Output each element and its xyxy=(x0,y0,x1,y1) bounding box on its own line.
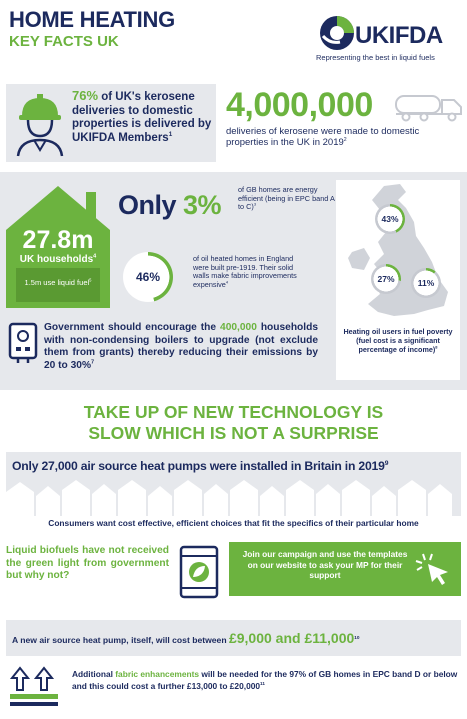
fuel-drum-icon xyxy=(177,544,221,600)
fuel-poverty-ref: 8 xyxy=(435,344,438,350)
epc-percent: 3% xyxy=(183,190,222,220)
page-title: HOME HEATING xyxy=(9,7,175,32)
households-label-text: UK households xyxy=(19,254,94,265)
poverty-circle-england: 11% xyxy=(411,268,441,298)
tanker-truck-icon xyxy=(394,92,464,122)
fabric-text-a: Additional xyxy=(72,669,116,679)
pre1919-caption xyxy=(193,255,311,290)
fabric-ref: 11 xyxy=(260,681,265,687)
logo-text: UKIFDA xyxy=(355,22,443,49)
households-number: 27.8m xyxy=(22,226,94,254)
households-ref: 4 xyxy=(93,253,97,260)
epc-headline xyxy=(118,190,221,221)
kerosene-share-text xyxy=(72,89,212,145)
government-ref: 7 xyxy=(91,359,95,366)
fabric-text xyxy=(72,668,462,692)
households-liquid-fuel xyxy=(18,278,98,287)
cursor-click-icon xyxy=(414,550,454,590)
poverty-circle-scotland: 43% xyxy=(375,204,405,234)
takeup-line2: SLOW WHICH IS NOT A SURPRISE xyxy=(88,423,379,443)
government-text-a: Government should encourage the xyxy=(44,322,221,333)
deliveries-caption-text: deliveries of kerosene were made to domestic properties in the UK in 2019 xyxy=(226,126,420,148)
heat-pump-text xyxy=(12,459,388,473)
heat-pump-ref: 9 xyxy=(384,459,389,467)
uk-map-icon xyxy=(344,182,454,324)
biofuels-text: Liquid biofuels have not received the green light from government but why not? xyxy=(6,545,169,582)
households-label xyxy=(10,254,106,265)
households-sub-ref: 5 xyxy=(89,277,92,283)
deliveries-caption xyxy=(226,126,458,148)
logo-tagline: Representing the best in liquid fuels xyxy=(316,53,435,62)
poverty-circle-wales: 27% xyxy=(371,264,401,294)
kerosene-share-percent: 76% xyxy=(72,88,99,103)
fuel-poverty-caption-text: Heating oil users in fuel poverty (fuel cost is a significant percentage of income) xyxy=(343,327,453,354)
pre1919-caption-text: of oil heated homes in England were built pre-1919. Their solid walls make fabric improvements expensive xyxy=(193,254,297,290)
government-text xyxy=(44,322,318,372)
campaign-text[interactable]: Join our campaign and use the templates on our website to ask your MP for their support xyxy=(242,549,408,580)
deliveries-number: 4,000,000 xyxy=(226,86,373,124)
epc-caption xyxy=(238,186,338,212)
page-subtitle: KEY FACTS UK xyxy=(9,33,119,50)
cost-text xyxy=(12,630,360,646)
pre1919-ref: 4 xyxy=(225,279,229,285)
kerosene-share-body: of UK's kerosene deliveries to domestic properties is delivered by UKIFDA Members xyxy=(72,91,212,144)
consumers-text: Consumers want cost effective, efficient choices that fit the specifics of their particular home xyxy=(48,518,419,528)
households-sub-text: 1.5m use liquid fuel xyxy=(24,278,90,287)
cost-text-body: A new air source heat pump, itself, will cost between xyxy=(12,635,229,645)
fabric-text-b: will be needed for the 97% of GB homes in EPC band D or below and this could cost a further £13,000 to £20,000 xyxy=(72,669,458,691)
houses-row-icon xyxy=(6,478,461,516)
worker-icon xyxy=(14,90,66,158)
takeup-heading xyxy=(0,402,467,444)
government-text-b: households with non-condensing boilers to upgrade (not exclude them from grants) thereby reducing their emissions by 20 to 30% xyxy=(44,322,318,371)
epc-ref: 3 xyxy=(253,201,257,207)
epc-lead: Only xyxy=(118,190,177,220)
ukifda-logo-icon xyxy=(318,14,356,52)
boiler-icon xyxy=(8,322,38,364)
epc-caption-text: of GB homes are energy efficient (being in EPC band A to C) xyxy=(238,185,335,212)
government-highlight: 400,000 xyxy=(220,322,257,333)
cost-ref: 10 xyxy=(354,636,360,642)
fuel-poverty-caption xyxy=(338,328,458,354)
cost-amount: £9,000 and £11,000 xyxy=(228,630,355,646)
pre1919-circle: 46% xyxy=(123,252,173,302)
kerosene-share-ref: 1 xyxy=(168,130,173,138)
takeup-line1: TAKE UP OF NEW TECHNOLOGY IS xyxy=(83,402,384,422)
fabric-highlight: fabric enhancements xyxy=(115,669,200,679)
deliveries-ref: 2 xyxy=(343,136,347,143)
heat-pump-text-body: Only 27,000 air source heat pumps were installed in Britain in 2019 xyxy=(12,459,385,473)
insulation-arrows-icon xyxy=(8,664,60,708)
